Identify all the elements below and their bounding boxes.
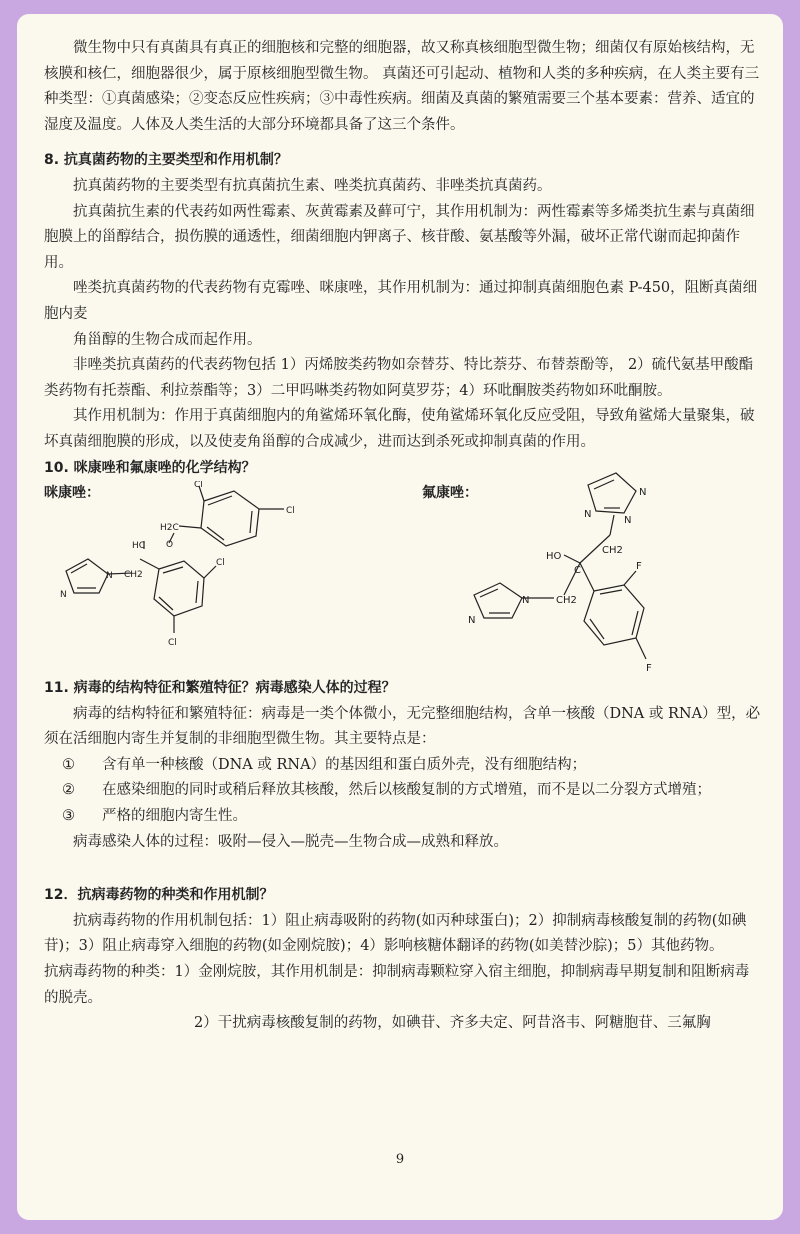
list-item-text: 严格的细胞内寄生性。: [102, 808, 247, 825]
atom-label: C: [574, 565, 581, 577]
chemical-structures: [44, 481, 762, 676]
section11-paragraph: 病毒的结构特征和繁殖特征：病毒是一类个体微小，无完整细胞结构，含单一核酸（DNA 或 RNA）型，必须在活细胞内寄生并复制的非细胞型微生物。其主要特点是：: [44, 705, 761, 748]
miconazole-label: 咪康唑：: [44, 485, 100, 502]
section11-paragraph: 病毒感染人体的过程：吸附—侵入—脱壳—生物合成—成熟和释放。: [73, 833, 508, 850]
list-item-number: ①: [62, 756, 75, 773]
list-item-number: ③: [62, 808, 75, 825]
atom-label: Cl: [194, 481, 203, 491]
atom-label: HO: [546, 551, 562, 563]
atom-label: N: [468, 615, 476, 627]
section8-heading: 8. 抗真菌药物的主要类型和作用机制？: [44, 152, 288, 169]
atom-label: N: [522, 595, 530, 607]
miconazole-structure: [44, 481, 304, 671]
atom-label: N: [624, 515, 632, 527]
section12-paragraph: 2）干扰病毒核酸复制的药物，如碘苷、齐多夫定、阿昔洛韦、阿糖胞苷、三氟胸: [194, 1015, 711, 1032]
list-item-text: 在感染细胞的同时或稍后释放其核酸，然后以核酸复制的方式增殖，而不是以二分裂方式增殖；: [102, 782, 711, 799]
section8-paragraph: 角甾醇的生物合成而起作用。: [73, 331, 262, 348]
atom-label: F: [646, 663, 652, 675]
document-page: [17, 14, 783, 1220]
list-item-number: ②: [62, 782, 75, 799]
section8-paragraph: 唑类抗真菌药物的代表药物有克霉唑、咪康唑，其作用机制为：通过抑制真菌细胞色素 P-450，阻断真菌细胞内麦: [44, 280, 758, 322]
section8-paragraph: 抗真菌抗生素的代表药如两性霉素、灰黄霉素及藓可宁，其作用机制为：两性霉素等多烯类抗生素与真菌细胞膜上的甾醇结合，损伤膜的通透性，细菌细胞内钾离子、核苷酸、氨基酸等外漏，破坏正常代谢而起抑菌作用。: [44, 203, 755, 271]
atom-label: N: [60, 590, 67, 601]
section12-paragraph: 抗病毒药物的种类：1）金刚烷胺，其作用机制是：抑制病毒颗粒穿入宿主细胞，抑制病毒早期复制和阻断病毒的脱壳。: [44, 964, 750, 1006]
atom-label: O: [166, 540, 174, 551]
atom-label: F: [636, 561, 642, 573]
atom-label: CH2: [556, 595, 577, 607]
section8-paragraph: 抗真菌药物的主要类型有抗真菌抗生素、唑类抗真菌药、非唑类抗真菌药。: [73, 177, 552, 194]
section8-paragraph: 非唑类抗真菌药的代表药物包括 1）丙烯胺类药物如奈替芬、特比萘芬、布替萘酚等， 2）硫代氨基甲酸酯类药物有托萘酯、利拉萘酯等；3）二甲吗啉类药物如阿莫罗芬；4）环吡酮胺类药物如环吡酮胺。: [44, 357, 754, 399]
list-item: [44, 778, 762, 804]
atom-label: N: [584, 509, 592, 521]
page-content: [44, 36, 762, 1037]
atom-label: Cl: [216, 558, 225, 569]
list-item-text: 含有单一种核酸（DNA 或 RNA）的基因组和蛋白质外壳，没有细胞结构；: [102, 756, 587, 773]
atom-label: Cl: [168, 638, 177, 649]
atom-label: N: [639, 487, 647, 499]
page-number: 9: [395, 1152, 405, 1167]
list-item: [44, 804, 762, 830]
section12-paragraph: 抗病毒药物的作用机制包括：1）阻止病毒吸附的药物(如丙种球蛋白)；2）抑制病毒核酸复制的药物(如碘苷)；3）阻止病毒穿入细胞的药物(如金刚烷胺)；4）影响核糖体翻译的药物(如美替沙腙)；5）其他药物。: [44, 912, 747, 955]
fluconazole-structure: [414, 463, 714, 678]
atom-label: N: [106, 571, 113, 582]
section10-heading: 10. 咪康唑和氟康唑的化学结构？: [44, 459, 256, 476]
atom-label: H2C: [160, 523, 179, 534]
list-item: [44, 753, 762, 779]
section8-paragraph: 其作用机制为：作用于真菌细胞内的角鲨烯环氧化酶，使角鲨烯环氧化反应受阻，导致角鲨烯大量聚集，破坏真菌细胞膜的形成，以及使麦角甾醇的合成减少，进而达到杀死或抑制真菌的作用。: [44, 408, 755, 450]
fluconazole-label: 氟康唑：: [422, 485, 478, 502]
atom-label: Cl: [286, 506, 295, 517]
atom-label: CH2: [124, 570, 143, 581]
section11-heading: 11. 病毒的结构特征和繁殖特征？病毒感染人体的过程？: [44, 680, 396, 697]
section12-heading: 12．抗病毒药物的种类和作用机制？: [44, 887, 274, 904]
atom-label: CH2: [602, 545, 623, 557]
intro-paragraph: 微生物中只有真菌具有真正的细胞核和完整的细胞器，故又称真核细胞型微生物；细菌仅有原始核结构，无核膜和核仁，细胞器很少，属于原核细胞型微生物。 真菌还可引起动、植物和人类的多种疾病，在人类主要有三种类型：①真菌感染；②变态反应性疾病；③中毒性疾病。细菌及真菌的繁殖需要三个基本要素：营养、适宜的湿度及温度。人体及人类生活的大部分环境都具备了这三个条件。: [44, 40, 760, 133]
atom-label: HC: [132, 541, 146, 552]
